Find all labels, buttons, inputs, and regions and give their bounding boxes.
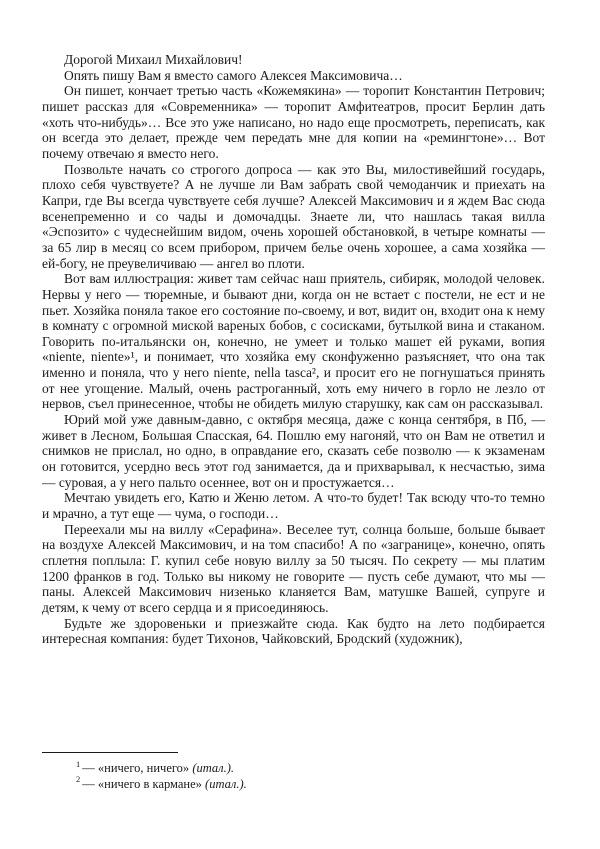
letter-paragraph: Вот вам иллюстрация: живет там сейчас наш приятель, сибиряк, молодой человек. Нервы у него — тюремные, и бывают дни, когда он не встает с постели, не ест и не пьет. Хозяйка поняла такое его состояние по-своему, и вот, видит он, входит она к нему в комнату с огромной миской вареных бобов, с сосисками, бутылкой вина и стаканом. Говорить по-итальянски он, конечно, не умеет и только машет ей руками, вопия «niente, niente»¹, и понимает, что хозяйка ему сконфуженно разъясняет, что она так именно и поняла, что у него niente, nella tasca², и просит его не погнушаться принять от нее угощение. Малый, очень растроганный, хоть ему ничего в горло не лезло от нервов, съел принесенное, чтобы не обидеть милую старушку, как сам он рассказывал. (42, 271, 545, 412)
footnote-item-1 (42, 758, 545, 777)
letter-paragraph: Мечтаю увидеть его, Катю и Женю летом. А что-то будет! Так всюду что-то темно и мрачно, а тут еще — чума, о господи… (42, 490, 545, 522)
footnote-divider (42, 752, 178, 753)
footnote-2-language-note: (итал.). (205, 776, 247, 791)
letter-paragraph: Опять пишу Вам я вместо самого Алексея Максимовича… (64, 67, 403, 83)
letter-paragraph: Он пишет, кончает третью часть «Кожемякина» — торопит Константин Петрович; пишет рассказ для «Современника» — торопит Амфитеатров, просит Берлин дать «хоть что-нибудь»… Все это уже написано, но надо еще просмотреть, переписать, как он всегда это делает, прежде чем передать мне для копии на «ремингтоне»… Вот почему отвечаю я вместо него. (42, 83, 545, 161)
footnote-1-language-note: (итал.). (192, 761, 235, 775)
letter-body (42, 52, 545, 647)
letter-paragraph: Будьте же здоровеньки и приезжайте сюда. Как будто на лето подбирается интересная компания: будет Тихонов, Чайковский, Бродский (художник), (42, 615, 545, 647)
footnote-2-marker: 2 (76, 774, 81, 785)
footnote-1-text: — «ничего, ничего» (82, 761, 193, 775)
footnote-2-text: — «ничего в кармане» (82, 776, 206, 791)
footnote-1-marker: 1 (76, 758, 81, 769)
letter-paragraph: Юрий мой уже давным-давно, с октября месяца, даже с конца сентября, в Пб, — живет в Лесном, Большая Спасская, 64. Пошлю ему нагоняй, что он Вам не ответил и снимков не прислал, но одно, в оправдание его, сказать себе позволю — к экзаменам он готовится, усердно весь этот год занимается, да и прихварывал, к несчастью, зима — суровая, а у него пальто осеннее, вот он и простужается… (42, 412, 545, 490)
letter-paragraph: Позвольте начать со строгого допроса — как это Вы, милостивейший государь, плохо себя чувствуете? А не лучше ли Вам забрать свой чемоданчик и приехать на Капри, где Вы всегда чувствуете себя лучше? Алексей Максимович и я ждем Вас сюда всенепременно и со чады и домочадцы. Знаете ли, что нашлась такая вилла «Эспозито» с чудеснейшим видом, очень хорошей обстановкой, в четыре комнаты — за 65 лир в месяц со всем прибором, причем белье очень хорошее, а сама хозяйка — ей-богу, не преувеличиваю — ангел во плоти. (42, 161, 545, 271)
footnotes-section (42, 752, 545, 792)
letter-paragraph: Переехали мы на виллу «Серафина». Веселее тут, солнца больше, больше бывает на воздухе Алексей Максимович, и на том спасибо! А по «загранице», конечно, опять сплетня поплыла: Г. купил себе новую виллу за 50 тысяч. По секрету — мы платим 1200 франков в год. Только вы никому не говорите — пусть себе думают, что мы — паны. Алексей Максимович низенько кланяется Вам, матушке Вашей, супруге и детям, к чему от всего сердца и я присоединяюсь. (42, 521, 545, 615)
letter-salutation: Дорогой Михаил Михайлович! (64, 52, 243, 67)
footnote-item-2 (42, 774, 545, 793)
